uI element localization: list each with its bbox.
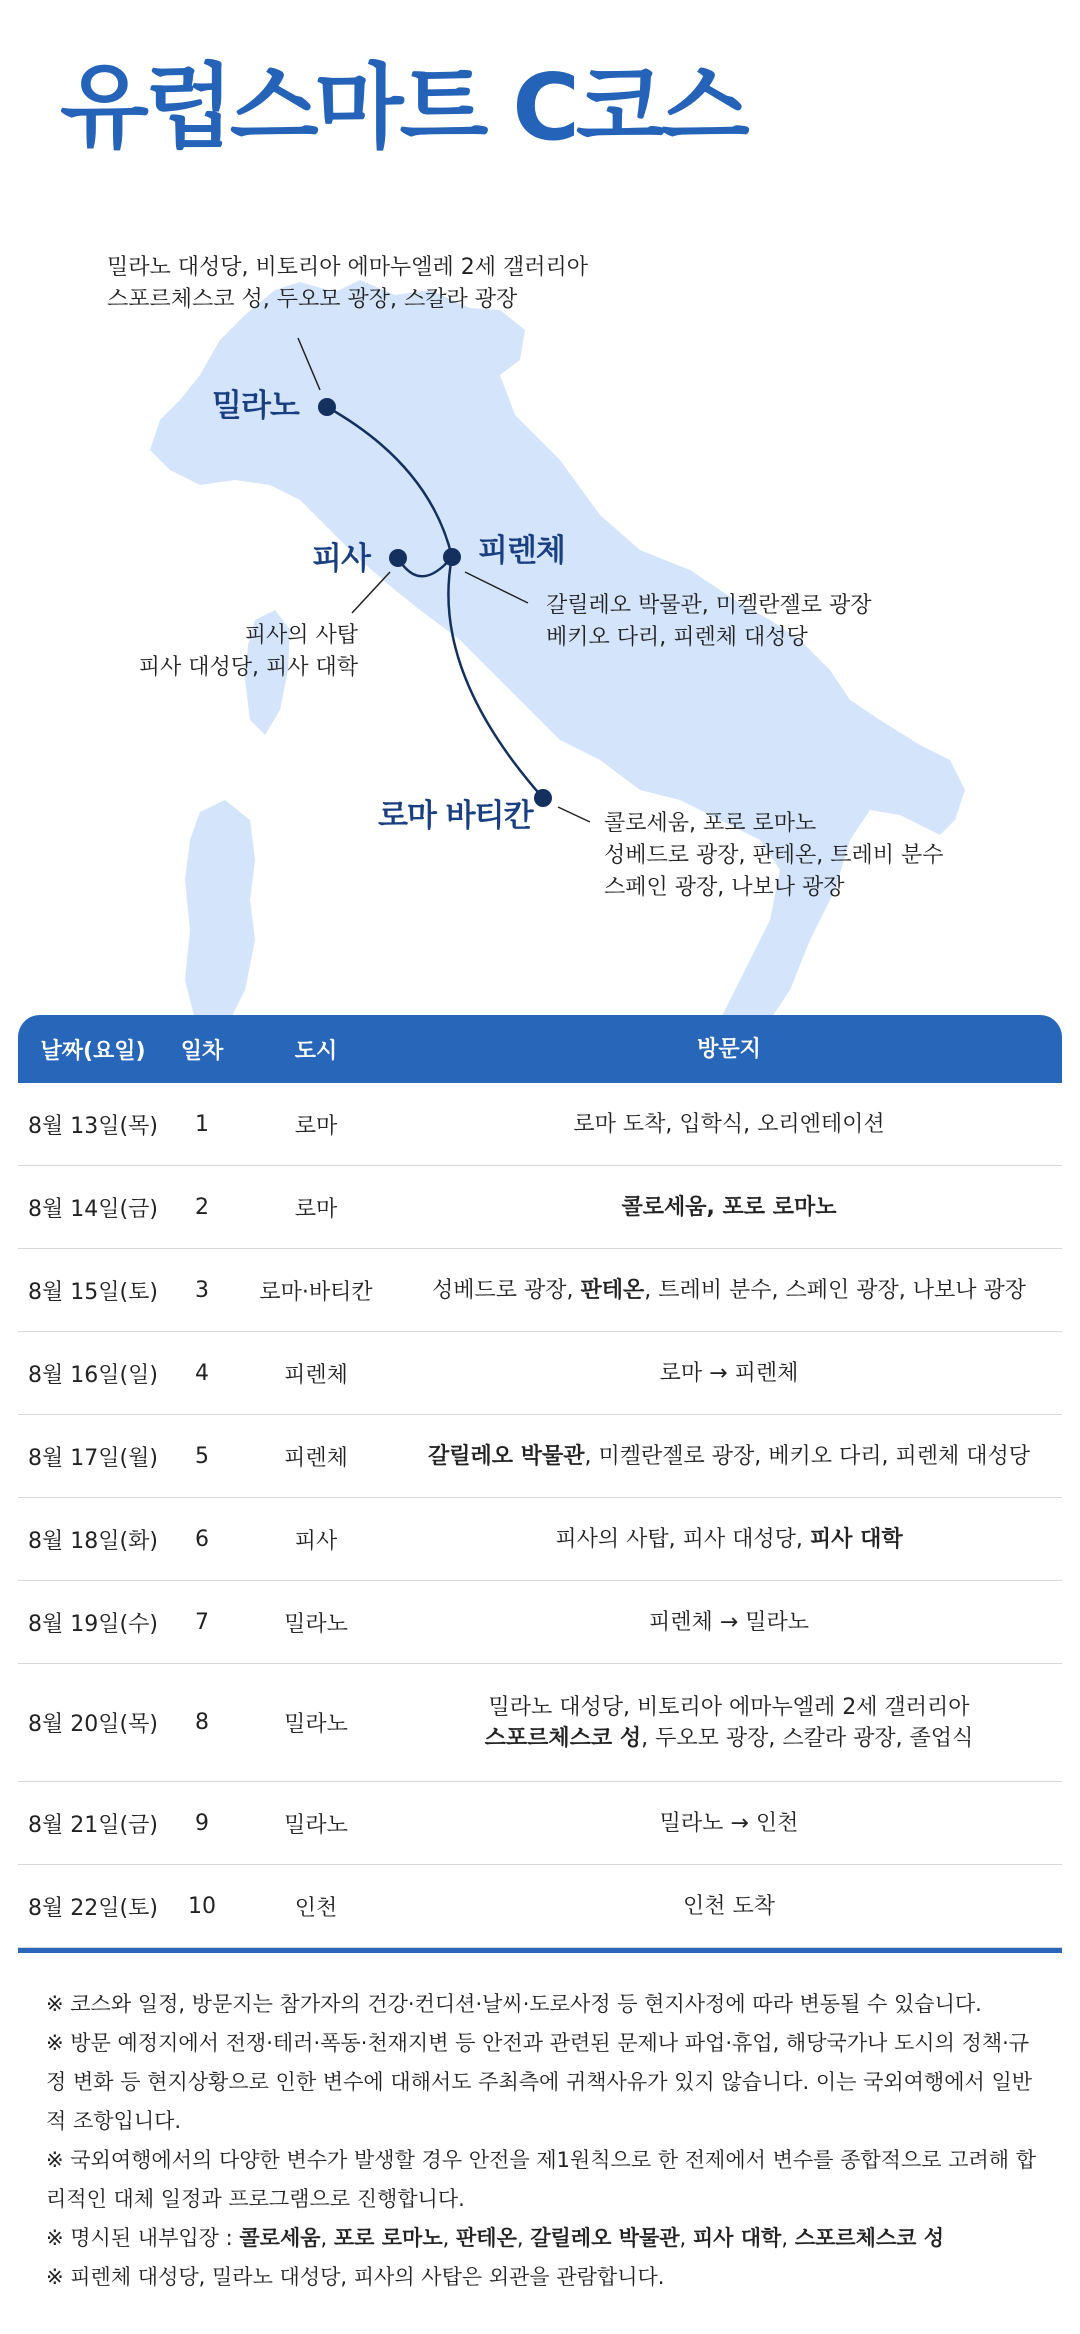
cell-city: 피렌체 [284, 1445, 348, 1471]
text: ※ 방문 예정지에서 전쟁·테러·폭동·천재지변 등 안전과 관련된 문제나 파업·휴업, 해당국가나 도시의 정책·규정 변화 등 현지상황으로 인한 변수에 대해서도 주최측에 귀책사유가 있지 않습니다. 이는 국외여행에서 일반적 조항입니다. [46, 2031, 1033, 2133]
cell-date: 8월 17일(월) [28, 1445, 158, 1471]
text: ※ 국외여행에서의 다양한 변수가 발생할 경우 안전을 제1원칙으로 한 전제에서 변수를 종합적으로 고려해 합리적인 대체 일정과 프로그램으로 진행합니다. [46, 2148, 1037, 2211]
cell-visit [396, 1692, 1062, 1754]
text: , 트레비 분수, 스페인 광장, 나보나 광장 [644, 1277, 1026, 1303]
cell-day: 10 [188, 1893, 216, 1919]
header-day: 일차 [180, 1038, 224, 1064]
text: , [516, 2226, 531, 2250]
table-row [18, 1865, 1062, 1948]
bold-text: 판테온 [580, 1277, 645, 1303]
pisa-dot [389, 549, 407, 567]
cell-visit [396, 1358, 1062, 1389]
cell-day: 5 [195, 1443, 209, 1469]
pisa-sights-note: 피사의 사탑 피사 대성당, 피사 대학 [138, 623, 358, 680]
text: , [442, 2226, 456, 2250]
text: , [679, 2226, 693, 2250]
table-row [18, 1581, 1062, 1664]
leader-roma [558, 807, 590, 822]
text: , [320, 2226, 334, 2250]
firenze-dot [443, 548, 461, 566]
visit-line [396, 1723, 1062, 1754]
cell-visit [396, 1275, 1062, 1306]
cell-date: 8월 15일(토) [28, 1279, 158, 1305]
cell-city: 피사 [294, 1528, 338, 1554]
visit-line [396, 1607, 1062, 1638]
visit-line [396, 1441, 1062, 1472]
cell-date: 8월 16일(일) [28, 1362, 158, 1388]
bold-text: 스포르체스코 성 [794, 2226, 945, 2250]
cell-city: 밀라노 [284, 1812, 348, 1838]
bold-text: 갈릴레오 박물관 [428, 1443, 585, 1469]
text: ※ 코스와 일정, 방문지는 참가자의 건강·컨디션·날씨·도로사정 등 현지사정에 따라 변동될 수 있습니다. [46, 1992, 982, 2016]
bold-text: 콜로세움 [239, 2226, 321, 2250]
visit-line [396, 1109, 1062, 1140]
visit-line [396, 1891, 1062, 1922]
text: 성베드로 광장, [432, 1277, 581, 1303]
cell-city: 밀라노 [284, 1611, 348, 1637]
bold-text: 판테온 [456, 2226, 517, 2250]
cell-day: 6 [195, 1526, 209, 1552]
text: , [781, 2226, 795, 2250]
cell-day: 4 [195, 1360, 209, 1386]
firenze-sights-note: 갈릴레오 박물관, 미켈란젤로 광장 베키오 다리, 피렌체 대성당 [546, 593, 872, 650]
cell-city: 인천 [294, 1895, 338, 1921]
notice-item [46, 2141, 1046, 2219]
notice-item [46, 2219, 1046, 2258]
text: 로마 → 피렌체 [659, 1360, 799, 1386]
notice-list [46, 1985, 1046, 2297]
roma-dot [534, 789, 552, 807]
text: , 미켈란젤로 광장, 베키오 다리, 피렌체 대성당 [584, 1443, 1030, 1469]
visit-line [396, 1808, 1062, 1839]
italy-route-map [0, 200, 1080, 1020]
table-row [18, 1332, 1062, 1415]
visit-line [396, 1692, 1062, 1723]
header-date: 날짜(요일) [40, 1038, 146, 1064]
table-row [18, 1664, 1062, 1782]
cell-date: 8월 21일(금) [28, 1812, 158, 1838]
text: ※ 피렌체 대성당, 밀라노 대성당, 피사의 사탑은 외관을 관람합니다. [46, 2265, 665, 2289]
cell-visit [396, 1607, 1062, 1638]
text: 피렌체 → 밀라노 [649, 1609, 809, 1635]
cell-day: 7 [195, 1609, 209, 1635]
cell-date: 8월 13일(목) [28, 1113, 158, 1139]
milano-dot [318, 398, 336, 416]
table-row [18, 1249, 1062, 1332]
table-body [18, 1083, 1062, 1948]
cell-day: 8 [195, 1710, 209, 1735]
cell-date: 8월 22일(토) [28, 1895, 158, 1921]
table-row [18, 1782, 1062, 1865]
cell-date: 8월 14일(금) [28, 1196, 158, 1222]
cell-visit [396, 1524, 1062, 1555]
text: 밀라노 → 인천 [659, 1810, 799, 1836]
cell-city: 로마 [294, 1196, 338, 1222]
bold-text: 피사 대학 [692, 2226, 782, 2250]
visit-line [396, 1192, 1062, 1223]
cell-visit [396, 1109, 1062, 1140]
table-row [18, 1083, 1062, 1166]
leader-pisa [352, 572, 390, 613]
bold-text: 갈릴레오 박물관 [530, 2226, 680, 2250]
cell-date: 8월 18일(화) [28, 1528, 158, 1554]
cell-city: 밀라노 [284, 1712, 348, 1737]
header-city: 도시 [294, 1038, 338, 1064]
cell-day: 1 [195, 1111, 209, 1137]
cell-city: 피렌체 [284, 1362, 348, 1388]
city-label-roma: 로마 바티칸 [378, 798, 533, 834]
visit-line [396, 1524, 1062, 1555]
cell-visit [396, 1808, 1062, 1839]
cell-date: 8월 20일(목) [28, 1712, 158, 1737]
table-row [18, 1498, 1062, 1581]
text: 피사의 사탑, 피사 대성당, [555, 1526, 810, 1552]
cell-day: 3 [195, 1277, 209, 1303]
text: , 두오모 광장, 스칼라 광장, 졸업식 [641, 1725, 974, 1751]
milano-sights-note: 밀라노 대성당, 비토리아 에마누엘레 2세 갤러리아 스포르체스코 성, 두오모 광장, 스칼라 광장 [107, 255, 588, 312]
text: 로마 도착, 입학식, 오리엔테이션 [573, 1111, 885, 1137]
sardinia-shape [185, 800, 255, 1020]
notice-item [46, 2258, 1046, 2297]
cell-visit [396, 1192, 1062, 1223]
bold-text: 포로 로마노 [333, 2226, 443, 2250]
bold-text: 콜로세움, 포로 로마노 [621, 1194, 837, 1220]
text: ※ 명시된 내부입장 : [46, 2226, 240, 2250]
text: 인천 도착 [682, 1893, 775, 1919]
table-header [18, 1015, 1062, 1083]
bold-text: 피사 대학 [809, 1526, 903, 1552]
table-row [18, 1166, 1062, 1249]
cell-visit [396, 1891, 1062, 1922]
roma-sights-note: 콜로세움, 포로 로마노 성베드로 광장, 판테온, 트레비 분수 스페인 광장, 나보나 광장 [604, 811, 944, 900]
cell-city: 로마 [294, 1113, 338, 1139]
cell-city: 로마·바티칸 [259, 1279, 373, 1305]
bold-text: 스포르체스코 성 [484, 1725, 642, 1751]
table-row [18, 1415, 1062, 1498]
text: 밀라노 대성당, 비토리아 에마누엘레 2세 갤러리아 [488, 1694, 970, 1720]
itinerary-table [18, 1015, 1062, 1953]
city-label-pisa: 피사 [312, 541, 370, 577]
city-label-firenze: 피렌체 [478, 533, 565, 569]
notice-item [46, 1985, 1046, 2024]
cell-date: 8월 19일(수) [28, 1611, 158, 1637]
cell-visit [396, 1441, 1062, 1472]
visit-line [396, 1358, 1062, 1389]
visit-line [396, 1275, 1062, 1306]
page-title: 유럽스마트 C코스 [60, 54, 746, 161]
notice-item [46, 2024, 1046, 2141]
header-visit: 방문지 [697, 1036, 761, 1062]
city-label-milano: 밀라노 [212, 388, 299, 424]
cell-day: 2 [195, 1194, 209, 1220]
cell-day: 9 [195, 1810, 209, 1836]
table-bottom-rule [18, 1948, 1062, 1953]
